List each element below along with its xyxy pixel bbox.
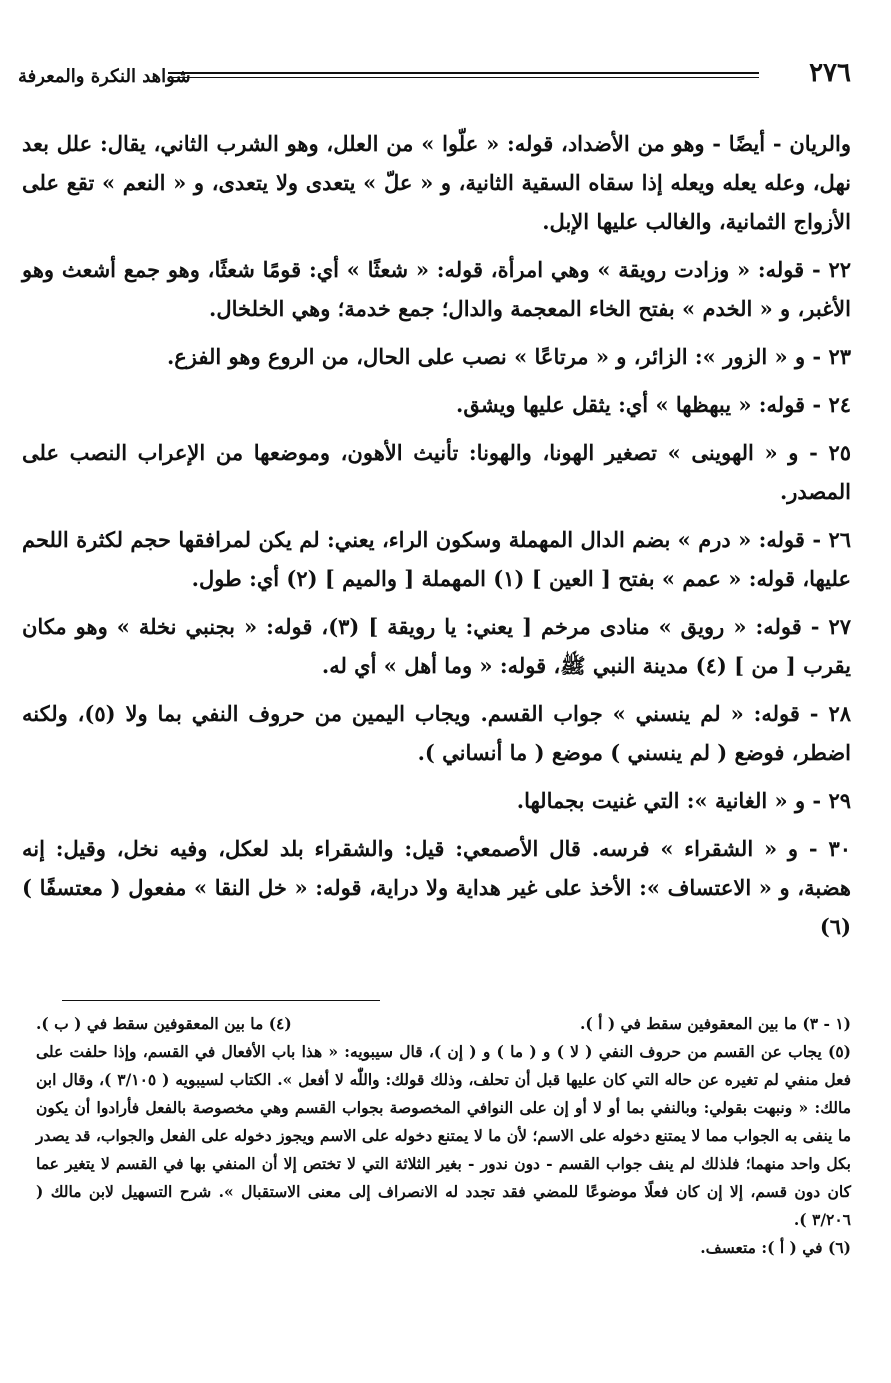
footnotes bbox=[36, 1010, 851, 1262]
paragraph: ٢٢ - قوله: « وزادت رويقة » وهي امرأة، قوله: « شعثًا » أي: قومًا شعثًا، وهو جمع أشعث وهو الأغبر، و « الخدم » بفتح الخاء المعجمة والدال؛ جمع خدمة؛ وهي الخلخال. bbox=[22, 257, 851, 321]
page-header bbox=[18, 58, 851, 98]
paragraph: ٢٥ - و « الهوينى » تصغير الهونا، والهونا: تأنيث الأهون، وموضعها من الإعراب النصب على المصدر. bbox=[22, 440, 851, 504]
footnote-row bbox=[36, 1010, 851, 1038]
header-rule bbox=[168, 72, 759, 78]
main-text bbox=[22, 124, 851, 955]
paragraph: والريان - أيضًا - وهو من الأضداد، قوله: « علّوا » من العلل، وهو الشرب الثاني، يقال: علل بعد نهل، وعله يعله ويعله إذا سقاه السقية الثانية، و « علّ » يتعدى ولا يتعدى، و « النعم » تقع على الأزواج الثمانية، والغالب عليها الإبل. bbox=[22, 131, 851, 234]
paragraph: ٢٣ - و « الزور »: الزائر، و « مرتاعًا » نصب على الحال، من الروع وهو الفزع. bbox=[166, 344, 851, 369]
page-number: ٢٧٦ bbox=[809, 58, 851, 88]
paragraph: ٣٠ - و « الشقراء » فرسه. قال الأصمعي: قيل: والشقراء بلد لعكل، وفيه نخل، وقيل: إنه هضبة، و « الاعتساف »: الأخذ على غير هداية ولا دراية، قوله: « خل النقا » مفعول ( معتسفًا ) (٦) bbox=[22, 836, 851, 939]
footnote-5: (٥) يجاب عن القسم من حروف النفي ( لا ) و ( ما ) و ( إن )، قال سيبويه: « هذا باب الأفعال في القسم، وإذا حلفت على فعل منفي لم تغيره عن حاله التي كان عليها قبل أن تحلف، وذلك قولك: واللّٰه لا أفعل ». الكتاب لسيبويه ( ٣/١٠٥ )، وقال ابن مالك: « ونبهت بقولي: وبالنفي بما أو لا أو إن على النوافي المخصوصة بجواب القسم وهي مخصوصة بالفعل فأرادوا أن يكون ما ينفى به الجواب مما لا يمتنع دخوله على الاسم؛ لأن ما لا يمتنع دخوله على الاسم ويجوز دخوله على الفعل والجواب، قد يصدر بكل واحد منهما؛ فلذلك لم ينف جواب القسم - دون ندور - بغير الثلاثة التي لا تختص إلا أن المنفي بها في القسم لا يتغير عما كان دون قسم، إلا إن كان فعلًا موضوعًا للمضي فقد تجدد له الانصراف إلى معنى الاستقبال ». شرح التسهيل لابن مالك ( ٣/٢٠٦ ). bbox=[36, 1042, 851, 1229]
paragraph: ٢٨ - قوله: « لم ينسني » جواب القسم. ويجاب اليمين من حروف النفي بما ولا (٥)، ولكنه اضطر، فوضع ( لم ينسني ) موضع ( ما أنساني ). bbox=[22, 701, 851, 765]
footnote-divider bbox=[62, 1000, 380, 1001]
paragraph: ٢٧ - قوله: « رويق » منادى مرخم [ يعني: يا رويقة ] (٣)، قوله: « بجنبي نخلة » وهو مكان يقرب [ من ] (٤) مدينة النبي ﷺ، قوله: « وما أهل » أي له. bbox=[22, 614, 852, 678]
footnote-1-3: (١ - ٣) ما بين المعقوفين سقط في ( أ ). bbox=[580, 1014, 851, 1033]
paragraph: ٢٤ - قوله: « يبهظها » أي: يثقل عليها ويشق. bbox=[456, 392, 851, 417]
footnote-4: (٤) ما بين المعقوفين سقط في ( ب ). bbox=[36, 1014, 292, 1033]
footnote-6: (٦) في ( أ ): متعسف. bbox=[700, 1238, 851, 1257]
running-title: شواهد النكرة والمعرفة bbox=[18, 66, 191, 87]
paragraph: ٢٦ - قوله: « درم » بضم الدال المهملة وسكون الراء، يعني: لم يكن لمرافقها حجم لكثرة اللحم عليها، قوله: « عمم » بفتح [ العين ] (١) المهملة [ والميم ] (٢) أي: طول. bbox=[22, 527, 851, 591]
paragraph: ٢٩ - و « الغانية »: التي غنيت بجمالها. bbox=[516, 788, 851, 813]
